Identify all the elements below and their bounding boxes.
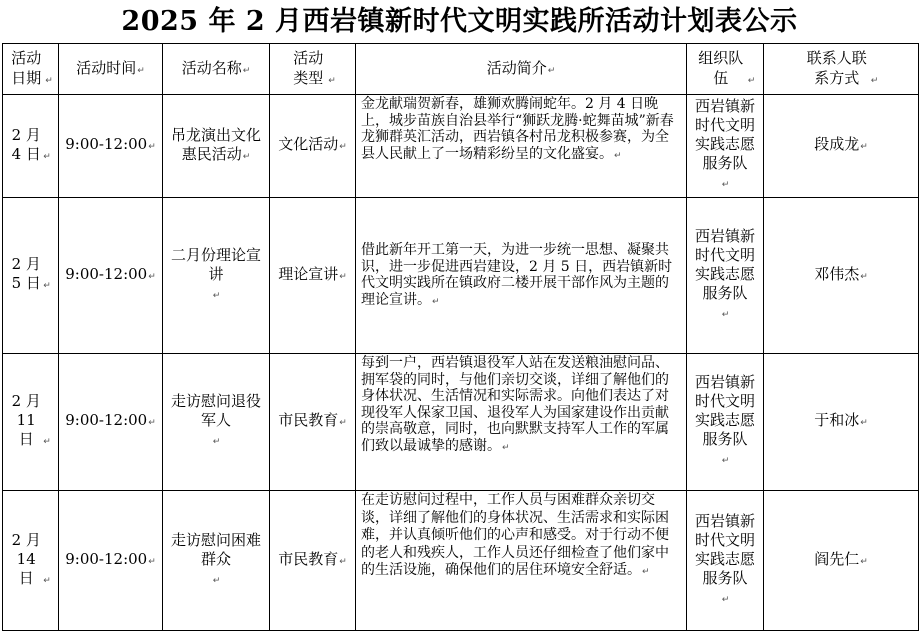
table-row [3,198,919,354]
cell-time: 9:00-12:00↵ [59,354,163,491]
cell-name: 走访慰问困难群众↵ [163,491,270,631]
table-row [3,354,919,491]
cell-contact: 邓伟杰↵ [764,198,919,354]
cell-type: 理论宣讲↵ [270,198,356,354]
cell-type: 文化活动↵ [270,95,356,198]
cell-team: 西岩镇新时代文明实践志愿服务队↵ [687,198,764,354]
page-title: 2025 年 2 月西岩镇新时代文明实践所活动计划表公示 [121,6,798,37]
cell-date: 2 月 4 日 ↵ [3,95,59,198]
header-name: 活动名称↵ [163,44,270,95]
cell-team: 西岩镇新时代文明实践志愿服务队↵ [687,491,764,631]
header-contact: 联系人联系方式 ↵ [764,44,919,95]
cell-time: 9:00-12:00↵ [59,198,163,354]
cell-contact: 段成龙↵ [764,95,919,198]
cell-team: 西岩镇新时代文明实践志愿服务队↵ [687,95,764,198]
cell-date: 2 月 14 日 ↵ [3,491,59,631]
table-row [3,95,919,198]
cell-team: 西岩镇新时代文明实践志愿服务队↵ [687,354,764,491]
cell-desc: 借此新年开工第一天，为进一步统一思想、凝聚共识，进一步促进西岩建设，2 月 5 日，西岩镇新时代文明实践所在镇政府二楼开展干部作风为主题的理论宣讲。↵ [356,198,687,354]
cell-contact: 于和冰↵ [764,354,919,491]
cell-time: 9:00-12:00↵ [59,491,163,631]
cell-name: 二月份理论宣讲↵ [163,198,270,354]
table-row [3,491,919,631]
header-team: 组织队伍 ↵ [687,44,764,95]
cell-type: 市民教育↵ [270,354,356,491]
cell-time: 9:00-12:00↵ [59,95,163,198]
header-time: 活动时间↵ [59,44,163,95]
cell-type: 市民教育↵ [270,491,356,631]
header-type: 活动类型 ↵ [270,44,356,95]
cell-desc: 每到一户，西岩镇退役军人站在发送粮油慰问品、拥军袋的同时，与他们亲切交谈，详细了解他们的身体状况、生活情况和实际需求。向他们表达了对现役军人保家卫国、退役军人为国家建设作出贡献的崇高敬意，同时，也向默默支持军人工作的军属们致以最诚挚的感谢。↵ [356,354,687,491]
activity-plan-table [2,43,919,631]
cell-desc: 金龙献瑞贺新春，雄狮欢腾闹蛇年。2 月 4 日晚上，城步苗族自治县举行“狮跃龙腾·蛇舞苗城”新春龙狮群英汇活动，西岩镇各村吊龙积极参赛，为全县人民献上了一场精彩纷呈的文化盛宴。↵ [356,95,687,198]
cell-desc: 在走访慰问过程中，工作人员与困难群众亲切交谈，详细了解他们的身体状况、生活需求和实际困难，并认真倾听他们的心声和感受。对于行动不便的老人和残疾人，工作人员还仔细检查了他们家中的生活设施，确保他们的居住环境安全舒适。↵ [356,491,687,631]
cell-name: 吊龙演出文化惠民活动↵ [163,95,270,198]
header-date: 活动日期 ↵ [3,44,59,95]
cell-date: 2 月 5 日 ↵ [3,198,59,354]
cell-name: 走访慰问退役军人↵ [163,354,270,491]
cell-date: 2 月 11 日 ↵ [3,354,59,491]
cell-contact: 阎先仁↵ [764,491,919,631]
table-header-row [3,44,919,95]
header-desc: 活动简介↵ [356,44,687,95]
